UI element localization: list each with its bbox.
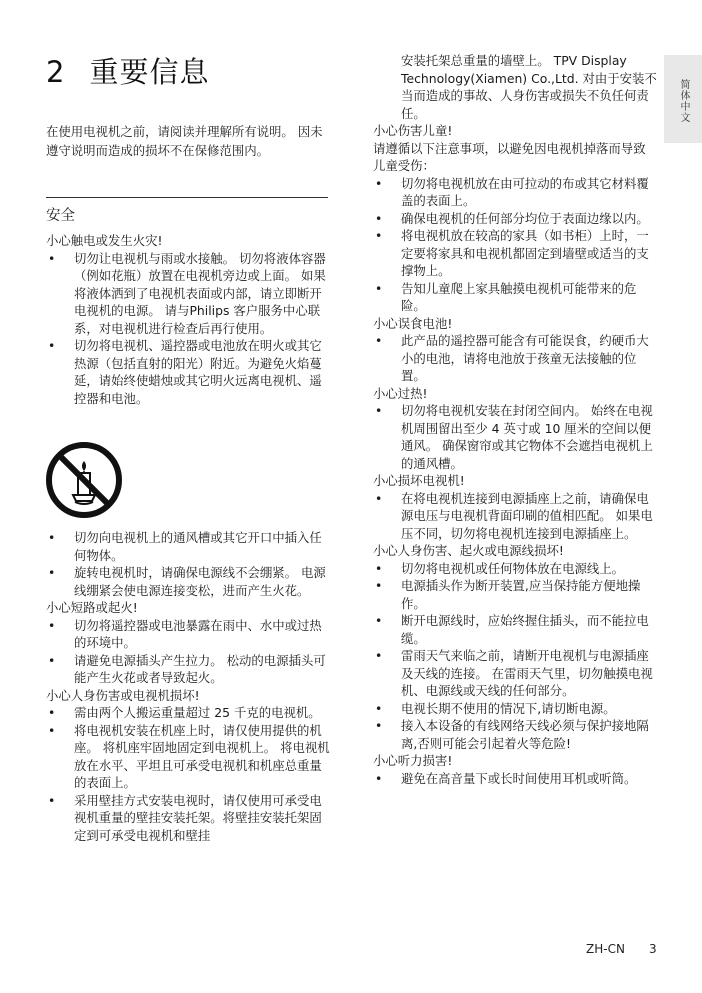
list-item: • 采用壁挂方式安装电视时，请仅使用可承受电视机重量的壁挂安装托架。将壁挂安装托架固定到可承受电视机和壁挂 xyxy=(46,792,330,845)
hearing-heading: 小心听力损害! xyxy=(373,753,453,768)
list-item: • 此产品的遥控器可能含有可能误食，约硬币大小的电池，请将电池放于孩童无法接触的位置。 xyxy=(373,332,657,385)
list-item: • 切勿将遥控器或电池暴露在雨中、水中或过热的环境中。 xyxy=(46,617,330,652)
list-item: • 在将电视机连接到电源插座上之前，请确保电源电压与电视机背面印刷的值相匹配。 如果电压不同，切勿将电视机连接到电源插座上。 xyxy=(373,490,657,543)
heat-heading: 小心过热! xyxy=(373,385,428,401)
list-item: • 需由两个人搬运重量超过 25 千克的电视机。 xyxy=(46,704,330,722)
list-item: • 切勿让电视机与雨或水接触。 切勿将液体容器（例如花瓶）放置在电视机旁边或上面。 如果将液体洒到了电视机表面或内部，请立即断开电视机的电源。 请与Philips 客户服务中心联系，对电视机进行检查后再行使用。 xyxy=(46,250,330,338)
child-intro: 请遵循以下注意事项，以避免因电视机掉落而导致儿童受伤： xyxy=(373,140,646,173)
list-item: • 雷雨天气来临之前，请断开电视机与电源插座及天线的连接。 在雷雨天气里，切勿触摸电视机、电源线或天线的任何部分。 xyxy=(373,647,657,700)
list-item: • 切勿将电视机安装在封闭空间内。 始终在电视机周围留出至少 4 英寸或 10 厘米的空间以便通风。 确保窗帘或其它物体不会遮挡电视机上的通风槽。 xyxy=(373,402,657,472)
battery-heading: 小心误食电池! xyxy=(373,315,453,331)
injury-heading: 小心人身伤害或电视机损坏! xyxy=(46,687,200,703)
damage-heading: 小心损坏电视机! xyxy=(373,473,465,488)
list-item: • 将电视机安装在机座上时，请仅使用提供的机座。 将机座牢固地固定到电视机上。 将电视机放在水平、平坦且可承受电视机和机座总重量的表面上。 xyxy=(46,722,330,792)
list-item: • 切勿将电视机或任何物体放在电源线上。 xyxy=(373,560,657,578)
list-item: • 断开电源线时，应始终握住插头，而不能拉电缆。 xyxy=(373,612,657,647)
list-item: • 切勿向电视机上的通风槽或其它开口中插入任何物体。 xyxy=(46,529,330,564)
page-number: 3 xyxy=(649,942,657,956)
list-item: • 切勿将电视机、遥控器或电池放在明火或其它热源（包括直射的阳光）附近。为避免火焰蔓延，请始终使蜡烛或其它明火远离电视机、遥控器和电池。 xyxy=(46,337,330,407)
short-circuit-heading: 小心短路或起火! xyxy=(46,600,138,615)
list-item: • 电视长期不使用的情况下,请切断电源。 xyxy=(373,700,657,718)
language-tab-label: 简体中文 xyxy=(678,79,689,123)
intro-paragraph: 在使用电视机之前，请阅读并理解所有说明。 因未遵守说明而造成的损坏不在保修范围内。 xyxy=(46,124,323,158)
child-heading: 小心伤害儿童! xyxy=(373,123,453,138)
list-item: • 请避免电源插头产生拉力。 松动的电源插头可能产生火花或者导致起火。 xyxy=(46,652,330,687)
right-column xyxy=(373,52,657,787)
fire-shock-heading: 小心触电或发生火灾! xyxy=(46,233,163,248)
list-item: • 告知儿童爬上家具触摸电视机可能带来的危险。 xyxy=(373,280,657,315)
no-candle-warning-icon xyxy=(45,441,123,519)
chapter-title-text: 重要信息 xyxy=(89,55,210,89)
list-item: • 切勿将电视机放在由可拉动的布或其它材料覆盖的表面上。 xyxy=(373,175,657,210)
list-item: • 接入本设备的有线网络天线必须与保护接地隔离,否则可能会引起着火等危险! xyxy=(373,717,657,752)
fire-shock-section xyxy=(46,232,330,407)
section-title: 安全 xyxy=(46,208,75,224)
chapter-title xyxy=(46,50,209,91)
section-heading xyxy=(46,197,328,225)
list-item: • 电源插头作为断开装置,应当保持能方便地操作。 xyxy=(373,577,657,612)
list-item: • 旋转电视机时，请确保电源线不会绷紧。 电源线绷紧会使电源连接变松，进而产生火花。 xyxy=(46,564,330,599)
chapter-number: 2 xyxy=(46,55,66,89)
list-item: • 避免在高音量下或长时间使用耳机或听筒。 xyxy=(373,770,657,788)
cord-heading: 小心人身伤害、起火或电源线损坏! xyxy=(373,543,564,558)
continuation-text: 安装托架总重量的墙壁上。 TPV Display Technology(Xiamen) Co.,Ltd. 对由于安装不当而造成的事故、人身伤害或损失不负任何责任。 xyxy=(401,53,657,121)
footer-language-code: ZH-CN xyxy=(586,942,625,956)
left-lower-section xyxy=(46,529,330,844)
list-item: • 确保电视机的任何部分均位于表面边缘以内。 xyxy=(373,210,657,228)
language-side-tab xyxy=(664,55,702,143)
list-item: • 将电视机放在较高的家具（如书柜）上时，一定要将家具和电视机都固定到墙壁或适当的支撑物上。 xyxy=(373,227,657,280)
